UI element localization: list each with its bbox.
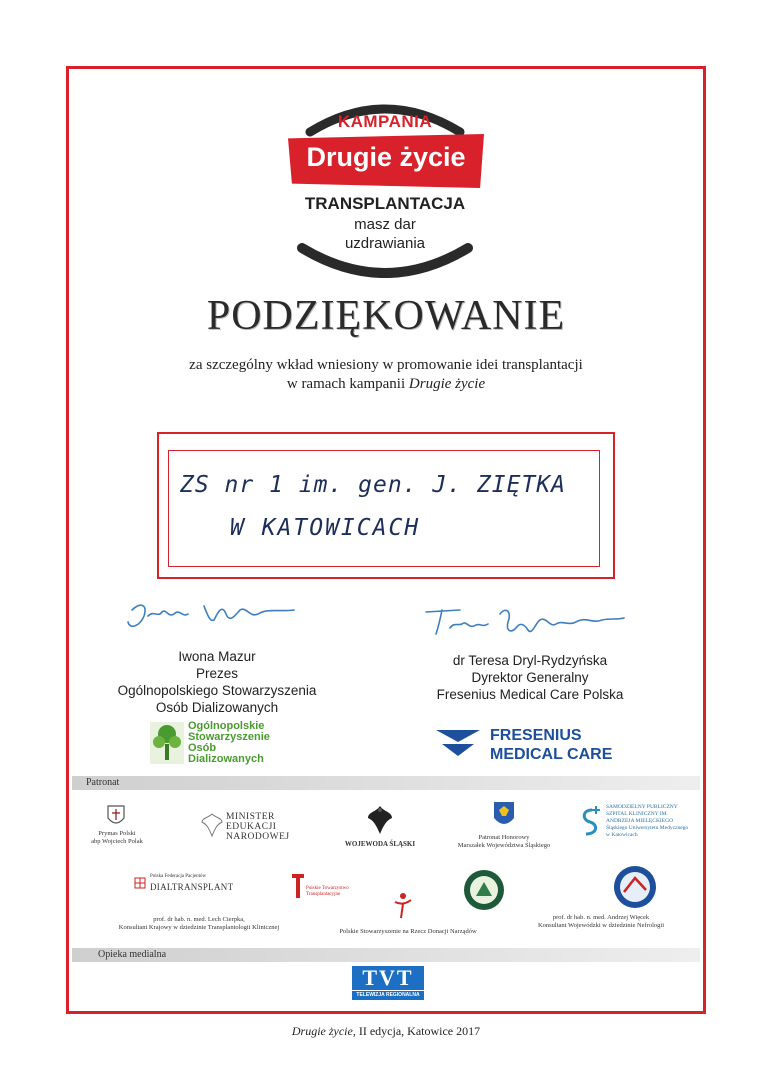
subtitle-line1: za szczególny wkład wniesiony w promowanie idei transplantacji [189, 357, 583, 373]
patron-pstrdn: Polskie Stowarzyszenie na Rzecz Donacji Narządów [339, 928, 477, 935]
patronat-bar [72, 776, 700, 790]
ptt-logo-icon [290, 872, 306, 902]
szpital-logo-icon [576, 804, 604, 840]
ptt-text: Polskie Towarzystwo Transplantacyjne [306, 886, 349, 897]
opieka-bar [72, 948, 700, 962]
certificate-subtitle [66, 356, 706, 394]
patron-wiecek [506, 914, 696, 930]
tvt-sub-text: TELEWIZJA REGIONALNA [352, 991, 424, 1000]
cierpka-line1: prof. dr hab. n. med. Lech Cierpka, [153, 916, 245, 923]
osd-tree-icon [150, 722, 184, 764]
dialtransplant-icon [134, 877, 146, 889]
signer-left-org1: Ogólnopolskiego Stowarzyszenia [117, 683, 317, 698]
campaign-uzdrawiania-text: uzdrawiania [344, 235, 426, 252]
subtitle-line2-prefix: w ramach kampanii [286, 376, 409, 392]
footer-edition: , II edycja, Katowice 2017 [352, 1024, 481, 1038]
wojewoda-eagle-icon [366, 804, 394, 836]
wiecek-line1: prof. dr hab. n. med. Andrzej Więcek [552, 914, 650, 921]
signer-right-name: dr Teresa Dryl-Rydzyńska [452, 653, 608, 668]
silesia-shield-icon [492, 800, 516, 830]
certificate-title: PODZIĘKOWANIE [206, 293, 566, 339]
osd-line2: Stowarzyszenie [188, 731, 270, 743]
prymas-crest-icon [104, 802, 128, 830]
minister-line1: MINISTER [226, 812, 275, 822]
tvt-main-text: TVT [352, 966, 424, 990]
certificate-footer [66, 1024, 706, 1039]
green-circle-logo-icon [462, 868, 506, 912]
opieka-label: Opieka medialna [98, 949, 167, 960]
signature-left [118, 596, 308, 636]
campaign-kampania-text: KAMPANIA [337, 112, 433, 131]
fmc-logo [430, 722, 630, 766]
subtitle-line2 [66, 375, 706, 394]
minister-line2: EDUKACJI [226, 822, 277, 832]
tvt-logo [350, 966, 426, 1002]
pstrdn-figure-icon [392, 892, 414, 922]
nefrologia-logo-icon [612, 864, 658, 910]
campaign-logo [280, 98, 490, 278]
signer-left-name: Iwona Mazur [178, 649, 256, 664]
patron-marszalek [452, 834, 556, 850]
fmc-chevron-icon [434, 726, 482, 762]
recipient-name-line1: ZS nr 1 im. gen. J. ZIĘTKA [180, 472, 567, 498]
dialtransplant-text: DIALTRANSPLANT [150, 882, 234, 892]
signer-left-role: Prezes [195, 666, 239, 681]
osd-line3: Osób [188, 742, 217, 754]
osd-line1: Ogólnopolskie [188, 720, 265, 732]
osd-logo [150, 720, 310, 766]
cierpka-line2: Konsultant Krajowy w dziedzinie Transplantologii Klinicznej [118, 924, 280, 931]
patron-wojewoda: WOJEWODA ŚLĄSKI [344, 840, 416, 848]
fmc-line1: FRESENIUS [490, 727, 582, 744]
minister-line3: NARODOWEJ [226, 832, 290, 842]
patron-minister [226, 812, 290, 842]
patron-szpital: SAMODZIELNY PUBLICZNY SZPITAL KLINICZNY IM. ANDRZEJA MIELĘCKIEGO Śląskiego Uniwersytetu Medycznego w Katowicach [606, 804, 689, 838]
signer-right-role: Dyrektor Generalny [471, 670, 589, 685]
fmc-logo-text [490, 726, 612, 764]
signer-left-org2: Osób Dializowanych [155, 700, 279, 715]
dialtransplant-small-text: Polska Federacja Pacjentów [150, 874, 207, 879]
patronat-label: Patronat [86, 777, 120, 788]
marszalek-line2: Marszałek Województwa Śląskiego [457, 842, 551, 849]
wiecek-line2: Konsultant Wojewódzki w dziedzinie Nefrologii [537, 922, 665, 929]
footer-campaign-name: Drugie życie [291, 1024, 353, 1038]
campaign-masz-dar-text: masz dar [354, 216, 416, 233]
campaign-drugie-zycie-text: Drugie życie [306, 142, 466, 172]
campaign-transplantacja-text: TRANSPLANTACJA [304, 194, 466, 213]
osd-line4: Dializowanych [188, 753, 264, 765]
marszalek-line1: Patronat Honorowy [478, 834, 530, 841]
fmc-line2: MEDICAL CARE [490, 746, 613, 763]
patron-prymas: Prymas Polski abp Wojciech Polak [91, 830, 143, 845]
recipient-inner-border [168, 450, 600, 567]
eagle-icon [200, 812, 224, 838]
patron-cierpka [104, 916, 294, 932]
osd-logo-text [188, 721, 270, 765]
signer-left-block [82, 648, 352, 716]
signature-right [420, 602, 630, 642]
signer-right-org: Fresenius Medical Care Polska [436, 687, 624, 702]
subtitle-campaign-name: Drugie życie [408, 376, 486, 392]
signer-right-block [380, 652, 680, 703]
recipient-name-line2: W KATOWICACH [230, 515, 421, 541]
